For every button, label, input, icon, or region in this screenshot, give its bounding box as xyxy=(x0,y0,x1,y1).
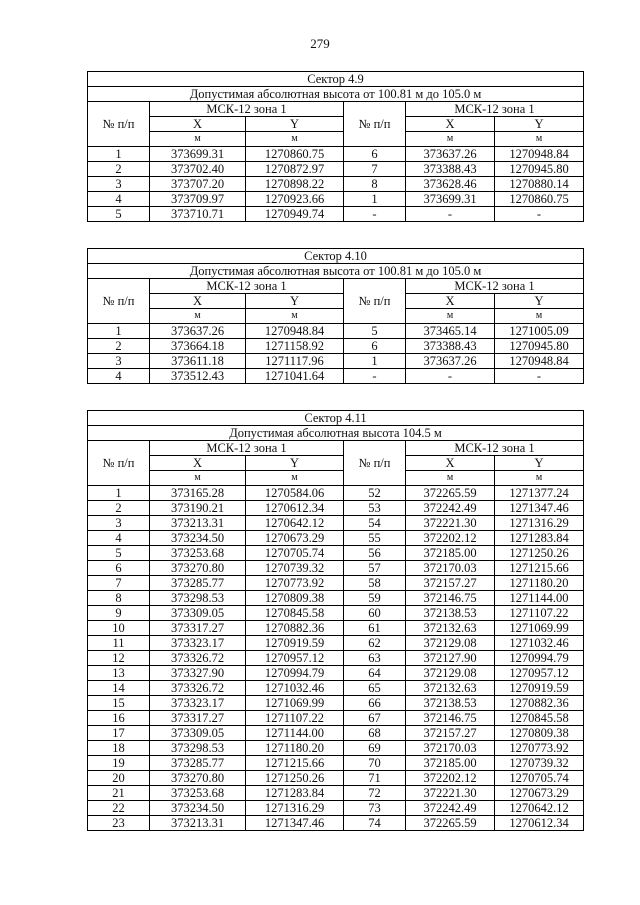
sector-table-4-11 xyxy=(87,410,584,831)
table-row xyxy=(88,162,584,177)
point-number: 55 xyxy=(344,531,406,546)
coord-y: 1271250.26 xyxy=(495,546,584,561)
table-row xyxy=(88,192,584,207)
coord-x: 373309.05 xyxy=(150,606,246,621)
coord-y: 1271032.46 xyxy=(246,681,344,696)
coord-x: 373270.80 xyxy=(150,771,246,786)
table-row xyxy=(88,531,584,546)
coord-y: 1270705.74 xyxy=(246,546,344,561)
coord-y: 1270705.74 xyxy=(495,771,584,786)
table-body xyxy=(88,486,584,831)
point-number: 6 xyxy=(88,561,150,576)
unit-label: м xyxy=(150,471,246,486)
coord-x: 372138.53 xyxy=(406,606,495,621)
coord-x: 373664.18 xyxy=(150,339,246,354)
coord-x: 373309.05 xyxy=(150,726,246,741)
coord-y: 1270948.84 xyxy=(495,147,584,162)
col-header-x: X xyxy=(406,294,495,309)
coord-x: 373323.17 xyxy=(150,636,246,651)
coord-y: 1270957.12 xyxy=(246,651,344,666)
point-number: 7 xyxy=(344,162,406,177)
point-number: 4 xyxy=(88,531,150,546)
sector-title: Сектор 4.11 xyxy=(88,411,584,426)
coord-y: 1270994.79 xyxy=(495,651,584,666)
point-number: 1 xyxy=(344,354,406,369)
coord-y: 1270612.34 xyxy=(495,816,584,831)
unit-label: м xyxy=(406,309,495,324)
point-number: 7 xyxy=(88,576,150,591)
table-row xyxy=(88,801,584,816)
coord-y: 1270773.92 xyxy=(495,741,584,756)
col-header-system: МСК-12 зона 1 xyxy=(150,102,344,117)
col-header-num: № п/п xyxy=(88,441,150,486)
col-header-y: Y xyxy=(246,456,344,471)
point-number: 10 xyxy=(88,621,150,636)
coord-x: 373710.71 xyxy=(150,207,246,222)
unit-label: м xyxy=(406,132,495,147)
table-row xyxy=(88,816,584,831)
unit-label: м xyxy=(246,309,344,324)
sector-height-note: Допустимая абсолютная высота от 100.81 м до 105.0 м xyxy=(88,264,584,279)
coord-y: 1270673.29 xyxy=(246,531,344,546)
coord-y: 1270739.32 xyxy=(495,756,584,771)
point-number: 54 xyxy=(344,516,406,531)
table-row xyxy=(88,696,584,711)
point-number: 4 xyxy=(88,192,150,207)
point-number: 53 xyxy=(344,501,406,516)
sector-height-note: Допустимая абсолютная высота 104.5 м xyxy=(88,426,584,441)
table-row xyxy=(88,354,584,369)
point-number: - xyxy=(344,207,406,222)
coord-y: 1270739.32 xyxy=(246,561,344,576)
table-row xyxy=(88,591,584,606)
point-number: 65 xyxy=(344,681,406,696)
coord-x: 372129.08 xyxy=(406,666,495,681)
coord-y: 1270773.92 xyxy=(246,576,344,591)
point-number: 17 xyxy=(88,726,150,741)
col-header-x: X xyxy=(150,456,246,471)
col-header-x: X xyxy=(406,456,495,471)
table-row xyxy=(88,756,584,771)
coord-y: 1270872.97 xyxy=(246,162,344,177)
coord-x: 372185.00 xyxy=(406,546,495,561)
table-row xyxy=(88,771,584,786)
coord-x: 372242.49 xyxy=(406,801,495,816)
coord-y: 1270809.38 xyxy=(246,591,344,606)
point-number: 5 xyxy=(344,324,406,339)
sector-title: Сектор 4.9 xyxy=(88,72,584,87)
coord-y: 1270880.14 xyxy=(495,177,584,192)
coord-y: 1271069.99 xyxy=(246,696,344,711)
table-body xyxy=(88,324,584,384)
coord-y: 1270860.75 xyxy=(495,192,584,207)
point-number: 8 xyxy=(88,591,150,606)
point-number: 6 xyxy=(344,339,406,354)
point-number: 3 xyxy=(88,354,150,369)
point-number: 60 xyxy=(344,606,406,621)
coord-y: 1270945.80 xyxy=(495,339,584,354)
coord-y: 1270957.12 xyxy=(495,666,584,681)
coord-x: 373317.27 xyxy=(150,621,246,636)
point-number: 70 xyxy=(344,756,406,771)
unit-label: м xyxy=(150,309,246,324)
point-number: 71 xyxy=(344,771,406,786)
coord-y: 1270882.36 xyxy=(246,621,344,636)
coord-y: 1271032.46 xyxy=(495,636,584,651)
coord-y: - xyxy=(495,207,584,222)
table-row xyxy=(88,606,584,621)
coord-y: 1270809.38 xyxy=(495,726,584,741)
point-number: 66 xyxy=(344,696,406,711)
coord-x: 372221.30 xyxy=(406,786,495,801)
coord-y: 1270642.12 xyxy=(495,801,584,816)
coord-x: 372157.27 xyxy=(406,726,495,741)
point-number: 1 xyxy=(88,486,150,501)
coord-x: 373285.77 xyxy=(150,756,246,771)
coord-x: 373637.26 xyxy=(406,147,495,162)
unit-label: м xyxy=(406,471,495,486)
point-number: 3 xyxy=(88,177,150,192)
col-header-num: № п/п xyxy=(344,441,406,486)
coord-x: 373234.50 xyxy=(150,531,246,546)
table-row xyxy=(88,576,584,591)
coord-x: 373637.26 xyxy=(406,354,495,369)
unit-label: м xyxy=(246,471,344,486)
point-number: 73 xyxy=(344,801,406,816)
coord-x: 373702.40 xyxy=(150,162,246,177)
point-number: 72 xyxy=(344,786,406,801)
point-number: 62 xyxy=(344,636,406,651)
point-number: 68 xyxy=(344,726,406,741)
table-row xyxy=(88,666,584,681)
point-number: 67 xyxy=(344,711,406,726)
coord-y: 1271107.22 xyxy=(246,711,344,726)
coord-x: 372132.63 xyxy=(406,681,495,696)
point-number: 5 xyxy=(88,207,150,222)
col-header-y: Y xyxy=(495,456,584,471)
point-number: 59 xyxy=(344,591,406,606)
coord-x: 372221.30 xyxy=(406,516,495,531)
coord-y: 1271250.26 xyxy=(246,771,344,786)
coord-x: 373270.80 xyxy=(150,561,246,576)
coord-y: - xyxy=(495,369,584,384)
coord-y: 1271180.20 xyxy=(246,741,344,756)
coord-x: 373388.43 xyxy=(406,339,495,354)
col-header-x: X xyxy=(150,294,246,309)
coord-x: 373628.46 xyxy=(406,177,495,192)
coord-x: 372242.49 xyxy=(406,501,495,516)
point-number: 13 xyxy=(88,666,150,681)
point-number: 16 xyxy=(88,711,150,726)
coord-x: 372127.90 xyxy=(406,651,495,666)
point-number: 64 xyxy=(344,666,406,681)
coord-y: 1271041.64 xyxy=(246,369,344,384)
unit-label: м xyxy=(495,471,584,486)
coord-x: 373213.31 xyxy=(150,516,246,531)
coord-x: 373326.72 xyxy=(150,681,246,696)
coord-y: 1270612.34 xyxy=(246,501,344,516)
unit-label: м xyxy=(495,309,584,324)
point-number: 1 xyxy=(344,192,406,207)
coord-x: 373253.68 xyxy=(150,546,246,561)
coord-y: 1271215.66 xyxy=(246,756,344,771)
coord-y: 1270584.06 xyxy=(246,486,344,501)
table-row xyxy=(88,741,584,756)
coord-x: 373699.31 xyxy=(406,192,495,207)
table-row xyxy=(88,516,584,531)
point-number: 74 xyxy=(344,816,406,831)
coord-y: 1271005.09 xyxy=(495,324,584,339)
point-number: 21 xyxy=(88,786,150,801)
coord-x: 373326.72 xyxy=(150,651,246,666)
col-header-x: X xyxy=(406,117,495,132)
col-header-system: МСК-12 зона 1 xyxy=(406,441,584,456)
table-row xyxy=(88,726,584,741)
coord-y: 1271316.29 xyxy=(246,801,344,816)
coord-y: 1271180.20 xyxy=(495,576,584,591)
coord-y: 1271347.46 xyxy=(246,816,344,831)
coord-y: 1271283.84 xyxy=(495,531,584,546)
point-number: 23 xyxy=(88,816,150,831)
col-header-system: МСК-12 зона 1 xyxy=(150,279,344,294)
point-number: - xyxy=(344,369,406,384)
sector-title: Сектор 4.10 xyxy=(88,249,584,264)
point-number: 2 xyxy=(88,339,150,354)
point-number: 1 xyxy=(88,324,150,339)
sector-table-4-9 xyxy=(87,71,584,222)
coord-x: 373213.31 xyxy=(150,816,246,831)
coord-x: 372265.59 xyxy=(406,486,495,501)
coord-x: 373699.31 xyxy=(150,147,246,162)
table-row xyxy=(88,486,584,501)
coord-x: 372202.12 xyxy=(406,771,495,786)
point-number: 1 xyxy=(88,147,150,162)
table-row xyxy=(88,147,584,162)
point-number: 2 xyxy=(88,501,150,516)
coord-x: 372132.63 xyxy=(406,621,495,636)
col-header-system: МСК-12 зона 1 xyxy=(150,441,344,456)
table-row xyxy=(88,786,584,801)
coord-x: 373323.17 xyxy=(150,696,246,711)
coord-x: 373327.90 xyxy=(150,666,246,681)
table-row xyxy=(88,339,584,354)
point-number: 61 xyxy=(344,621,406,636)
table-row xyxy=(88,501,584,516)
coord-y: 1270673.29 xyxy=(495,786,584,801)
coord-y: 1270898.22 xyxy=(246,177,344,192)
coord-y: 1271347.46 xyxy=(495,501,584,516)
coord-x: 372146.75 xyxy=(406,711,495,726)
coord-y: 1270945.80 xyxy=(495,162,584,177)
coord-y: 1271144.00 xyxy=(495,591,584,606)
table-row xyxy=(88,651,584,666)
coord-y: 1270860.75 xyxy=(246,147,344,162)
coord-y: 1271215.66 xyxy=(495,561,584,576)
table-row xyxy=(88,621,584,636)
col-header-y: Y xyxy=(246,117,344,132)
coord-x: 372170.03 xyxy=(406,741,495,756)
coord-y: 1270919.59 xyxy=(246,636,344,651)
point-number: 2 xyxy=(88,162,150,177)
table-row xyxy=(88,207,584,222)
coord-x: - xyxy=(406,207,495,222)
unit-label: м xyxy=(495,132,584,147)
table-row xyxy=(88,177,584,192)
coord-x: 372138.53 xyxy=(406,696,495,711)
point-number: 58 xyxy=(344,576,406,591)
table-row xyxy=(88,636,584,651)
coord-y: 1270948.84 xyxy=(246,324,344,339)
coord-x: 372265.59 xyxy=(406,816,495,831)
col-header-system: МСК-12 зона 1 xyxy=(406,102,584,117)
table-row xyxy=(88,369,584,384)
coord-x: 372129.08 xyxy=(406,636,495,651)
coord-y: 1270882.36 xyxy=(495,696,584,711)
point-number: 12 xyxy=(88,651,150,666)
point-number: 19 xyxy=(88,756,150,771)
col-header-y: Y xyxy=(246,294,344,309)
table-row xyxy=(88,681,584,696)
col-header-system: МСК-12 зона 1 xyxy=(406,279,584,294)
coord-y: 1271316.29 xyxy=(495,516,584,531)
coord-x: 373165.28 xyxy=(150,486,246,501)
coord-x: - xyxy=(406,369,495,384)
col-header-num: № п/п xyxy=(88,102,150,147)
coord-x: 373190.21 xyxy=(150,501,246,516)
table-row xyxy=(88,546,584,561)
col-header-num: № п/п xyxy=(88,279,150,324)
point-number: 4 xyxy=(88,369,150,384)
coord-y: 1271107.22 xyxy=(495,606,584,621)
coord-y: 1271069.99 xyxy=(495,621,584,636)
coord-x: 373512.43 xyxy=(150,369,246,384)
coord-y: 1270845.58 xyxy=(246,606,344,621)
coord-y: 1271117.96 xyxy=(246,354,344,369)
coord-y: 1270845.58 xyxy=(495,711,584,726)
point-number: 14 xyxy=(88,681,150,696)
point-number: 57 xyxy=(344,561,406,576)
point-number: 9 xyxy=(88,606,150,621)
coord-x: 373388.43 xyxy=(406,162,495,177)
point-number: 11 xyxy=(88,636,150,651)
point-number: 6 xyxy=(344,147,406,162)
page-number: 279 xyxy=(310,36,330,51)
coord-y: 1271144.00 xyxy=(246,726,344,741)
coord-x: 372185.00 xyxy=(406,756,495,771)
unit-label: м xyxy=(246,132,344,147)
point-number: 63 xyxy=(344,651,406,666)
col-header-y: Y xyxy=(495,294,584,309)
sector-table-4-10 xyxy=(87,248,584,384)
point-number: 22 xyxy=(88,801,150,816)
point-number: 56 xyxy=(344,546,406,561)
coord-x: 372146.75 xyxy=(406,591,495,606)
table-row xyxy=(88,711,584,726)
coord-y: 1271283.84 xyxy=(246,786,344,801)
coord-x: 372202.12 xyxy=(406,531,495,546)
coord-y: 1270642.12 xyxy=(246,516,344,531)
col-header-num: № п/п xyxy=(344,102,406,147)
point-number: 3 xyxy=(88,516,150,531)
point-number: 18 xyxy=(88,741,150,756)
coord-y: 1270949.74 xyxy=(246,207,344,222)
unit-label: м xyxy=(150,132,246,147)
coord-y: 1270948.84 xyxy=(495,354,584,369)
coord-x: 373253.68 xyxy=(150,786,246,801)
point-number: 20 xyxy=(88,771,150,786)
coord-y: 1271377.24 xyxy=(495,486,584,501)
table-body xyxy=(88,147,584,222)
coord-y: 1270919.59 xyxy=(495,681,584,696)
coord-x: 373234.50 xyxy=(150,801,246,816)
point-number: 5 xyxy=(88,546,150,561)
point-number: 69 xyxy=(344,741,406,756)
col-header-x: X xyxy=(150,117,246,132)
coord-x: 373611.18 xyxy=(150,354,246,369)
coord-x: 373707.20 xyxy=(150,177,246,192)
coord-y: 1270923.66 xyxy=(246,192,344,207)
coord-x: 373637.26 xyxy=(150,324,246,339)
sector-height-note: Допустимая абсолютная высота от 100.81 м до 105.0 м xyxy=(88,87,584,102)
table-row xyxy=(88,561,584,576)
coord-x: 373298.53 xyxy=(150,741,246,756)
table-row xyxy=(88,324,584,339)
coord-x: 373285.77 xyxy=(150,576,246,591)
col-header-num: № п/п xyxy=(344,279,406,324)
coord-y: 1271158.92 xyxy=(246,339,344,354)
coord-x: 373709.97 xyxy=(150,192,246,207)
coord-y: 1270994.79 xyxy=(246,666,344,681)
point-number: 8 xyxy=(344,177,406,192)
point-number: 52 xyxy=(344,486,406,501)
coord-x: 373317.27 xyxy=(150,711,246,726)
coord-x: 372170.03 xyxy=(406,561,495,576)
col-header-y: Y xyxy=(495,117,584,132)
coord-x: 373298.53 xyxy=(150,591,246,606)
coord-x: 373465.14 xyxy=(406,324,495,339)
point-number: 15 xyxy=(88,696,150,711)
coord-x: 372157.27 xyxy=(406,576,495,591)
